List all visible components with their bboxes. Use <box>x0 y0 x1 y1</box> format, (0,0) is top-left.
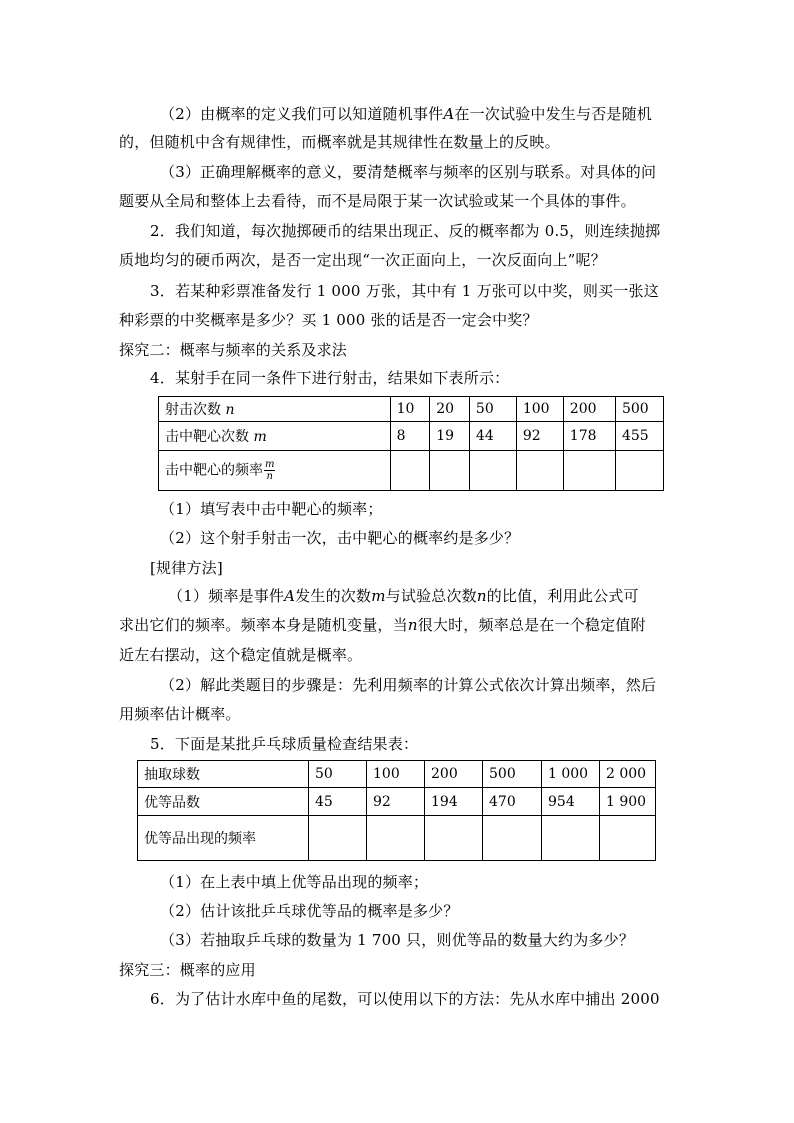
row-header: 抽取球数 <box>138 761 309 788</box>
table-cell: 954 <box>542 788 600 816</box>
paragraph-line: 题要从全局和整体上去看待，而不是局限于某一次试验或某一个具体的事件。 <box>119 192 636 210</box>
empty-cell[interactable] <box>600 816 656 861</box>
method-line: （2）解此类题目的步骤是：先利用频率的计算公式依次计算出频率，然后 <box>160 676 657 694</box>
row-header: 优等品出现的频率 <box>138 816 309 861</box>
sub-question: （2）这个射手射击一次，击中靶心的概率约是多少？ <box>160 529 520 547</box>
table-cell: 92 <box>367 788 425 816</box>
fraction-m-over-n: $\frac{m}{n}$ <box>265 459 275 482</box>
table-row <box>138 816 656 861</box>
question-line: 2．我们知道，每次抛掷硬币的结果出现正、反的概率都为 0.5，则连续抛掷 <box>150 222 661 240</box>
row-header: 击中靶心的频率 $\frac{m}{n}$ <box>159 451 391 491</box>
sub-question: （2）估计该批乒乓球优等品的概率是多少？ <box>160 902 459 920</box>
table-row <box>159 422 664 451</box>
method-line: （1）频率是事件A发生的次数m与试验总次数n的比值，利用此公式可 <box>168 587 639 605</box>
row-header: 击中靶心次数 m <box>159 422 391 451</box>
question-line: 6．为了估计水库中鱼的尾数，可以使用以下的方法：先从水库中捕出 2000 <box>150 990 660 1008</box>
empty-cell[interactable] <box>309 816 367 861</box>
empty-cell[interactable] <box>516 451 563 491</box>
method-line: 用频率估计概率。 <box>119 705 241 723</box>
row-header: 射击次数 n <box>159 397 391 422</box>
method-line: 求出它们的频率。频率本身是随机变量，当n很大时，频率总是在一个稳定值附 <box>119 616 646 634</box>
table-cell: 178 <box>563 422 615 451</box>
table-cell: 100 <box>367 761 425 788</box>
question-line: 5．下面是某批乒乓球质量检查结果表： <box>150 735 419 753</box>
table-cell: 100 <box>516 397 563 422</box>
sub-question: （1）在上表中填上优等品出现的频率； <box>160 873 429 891</box>
question-line: 质地均匀的硬币两次，是否一定出现“一次正面向上，一次反面向上”呢？ <box>119 251 606 269</box>
question-line: 4．某射手在同一条件下进行射击，结果如下表所示： <box>150 369 510 387</box>
table-cell: 500 <box>483 761 542 788</box>
question-line: 3．若某种彩票准备发行 1 000 万张，其中有 1 万张可以中奖，则买一张这 <box>150 282 659 300</box>
section-heading: 探究二：概率与频率的关系及求法 <box>119 341 348 359</box>
method-line: 近左右摆动，这个稳定值就是概率。 <box>119 646 363 664</box>
sub-question: （3）若抽取乒乓球的数量为 1 700 只，则优等品的数量大约为多少？ <box>160 931 635 949</box>
empty-cell[interactable] <box>483 816 542 861</box>
empty-cell[interactable] <box>367 816 425 861</box>
table-cell: 20 <box>430 397 470 422</box>
paragraph-line: （2）由概率的定义我们可以知道随机事件A在一次试验中发生与否是随机 <box>160 105 653 123</box>
table-cell: 1 900 <box>600 788 656 816</box>
empty-cell[interactable] <box>563 451 615 491</box>
empty-cell[interactable] <box>430 451 470 491</box>
table-cell: 200 <box>425 761 483 788</box>
table-cell: 194 <box>425 788 483 816</box>
empty-cell[interactable] <box>469 451 516 491</box>
table-cell: 500 <box>615 397 663 422</box>
sub-question: （1）填写表中击中靶心的频率； <box>160 500 383 518</box>
table-row <box>159 451 664 491</box>
question-line: 种彩票的中奖概率是多少？买 1 000 张的话是否一定会中奖？ <box>119 311 538 329</box>
table-row <box>138 788 656 816</box>
empty-cell[interactable] <box>425 816 483 861</box>
table-cell: 44 <box>469 422 516 451</box>
row-header: 优等品数 <box>138 788 309 816</box>
ping-pong-quality-table <box>137 760 656 861</box>
table-row <box>159 397 664 422</box>
table-cell: 19 <box>430 422 470 451</box>
paragraph-line: （3）正确理解概率的意义，要清楚概率与频率的区别与联系。对具体的问 <box>160 163 657 181</box>
table-cell: 10 <box>390 397 430 422</box>
empty-cell[interactable] <box>390 451 430 491</box>
table-cell: 2 000 <box>600 761 656 788</box>
table-cell: 50 <box>469 397 516 422</box>
table-cell: 470 <box>483 788 542 816</box>
table-cell: 92 <box>516 422 563 451</box>
method-title: [规律方法] <box>150 559 223 577</box>
table-cell: 1 000 <box>542 761 600 788</box>
section-heading: 探究三：概率的应用 <box>119 961 256 979</box>
shooting-results-table <box>158 396 664 491</box>
table-cell: 45 <box>309 788 367 816</box>
paragraph-line: 的，但随机中含有规律性，而概率就是其规律性在数量上的反映。 <box>119 133 560 151</box>
table-cell: 455 <box>615 422 663 451</box>
empty-cell[interactable] <box>542 816 600 861</box>
empty-cell[interactable] <box>615 451 663 491</box>
table-row <box>138 761 656 788</box>
table-cell: 8 <box>390 422 430 451</box>
table-cell: 50 <box>309 761 367 788</box>
table-cell: 200 <box>563 397 615 422</box>
